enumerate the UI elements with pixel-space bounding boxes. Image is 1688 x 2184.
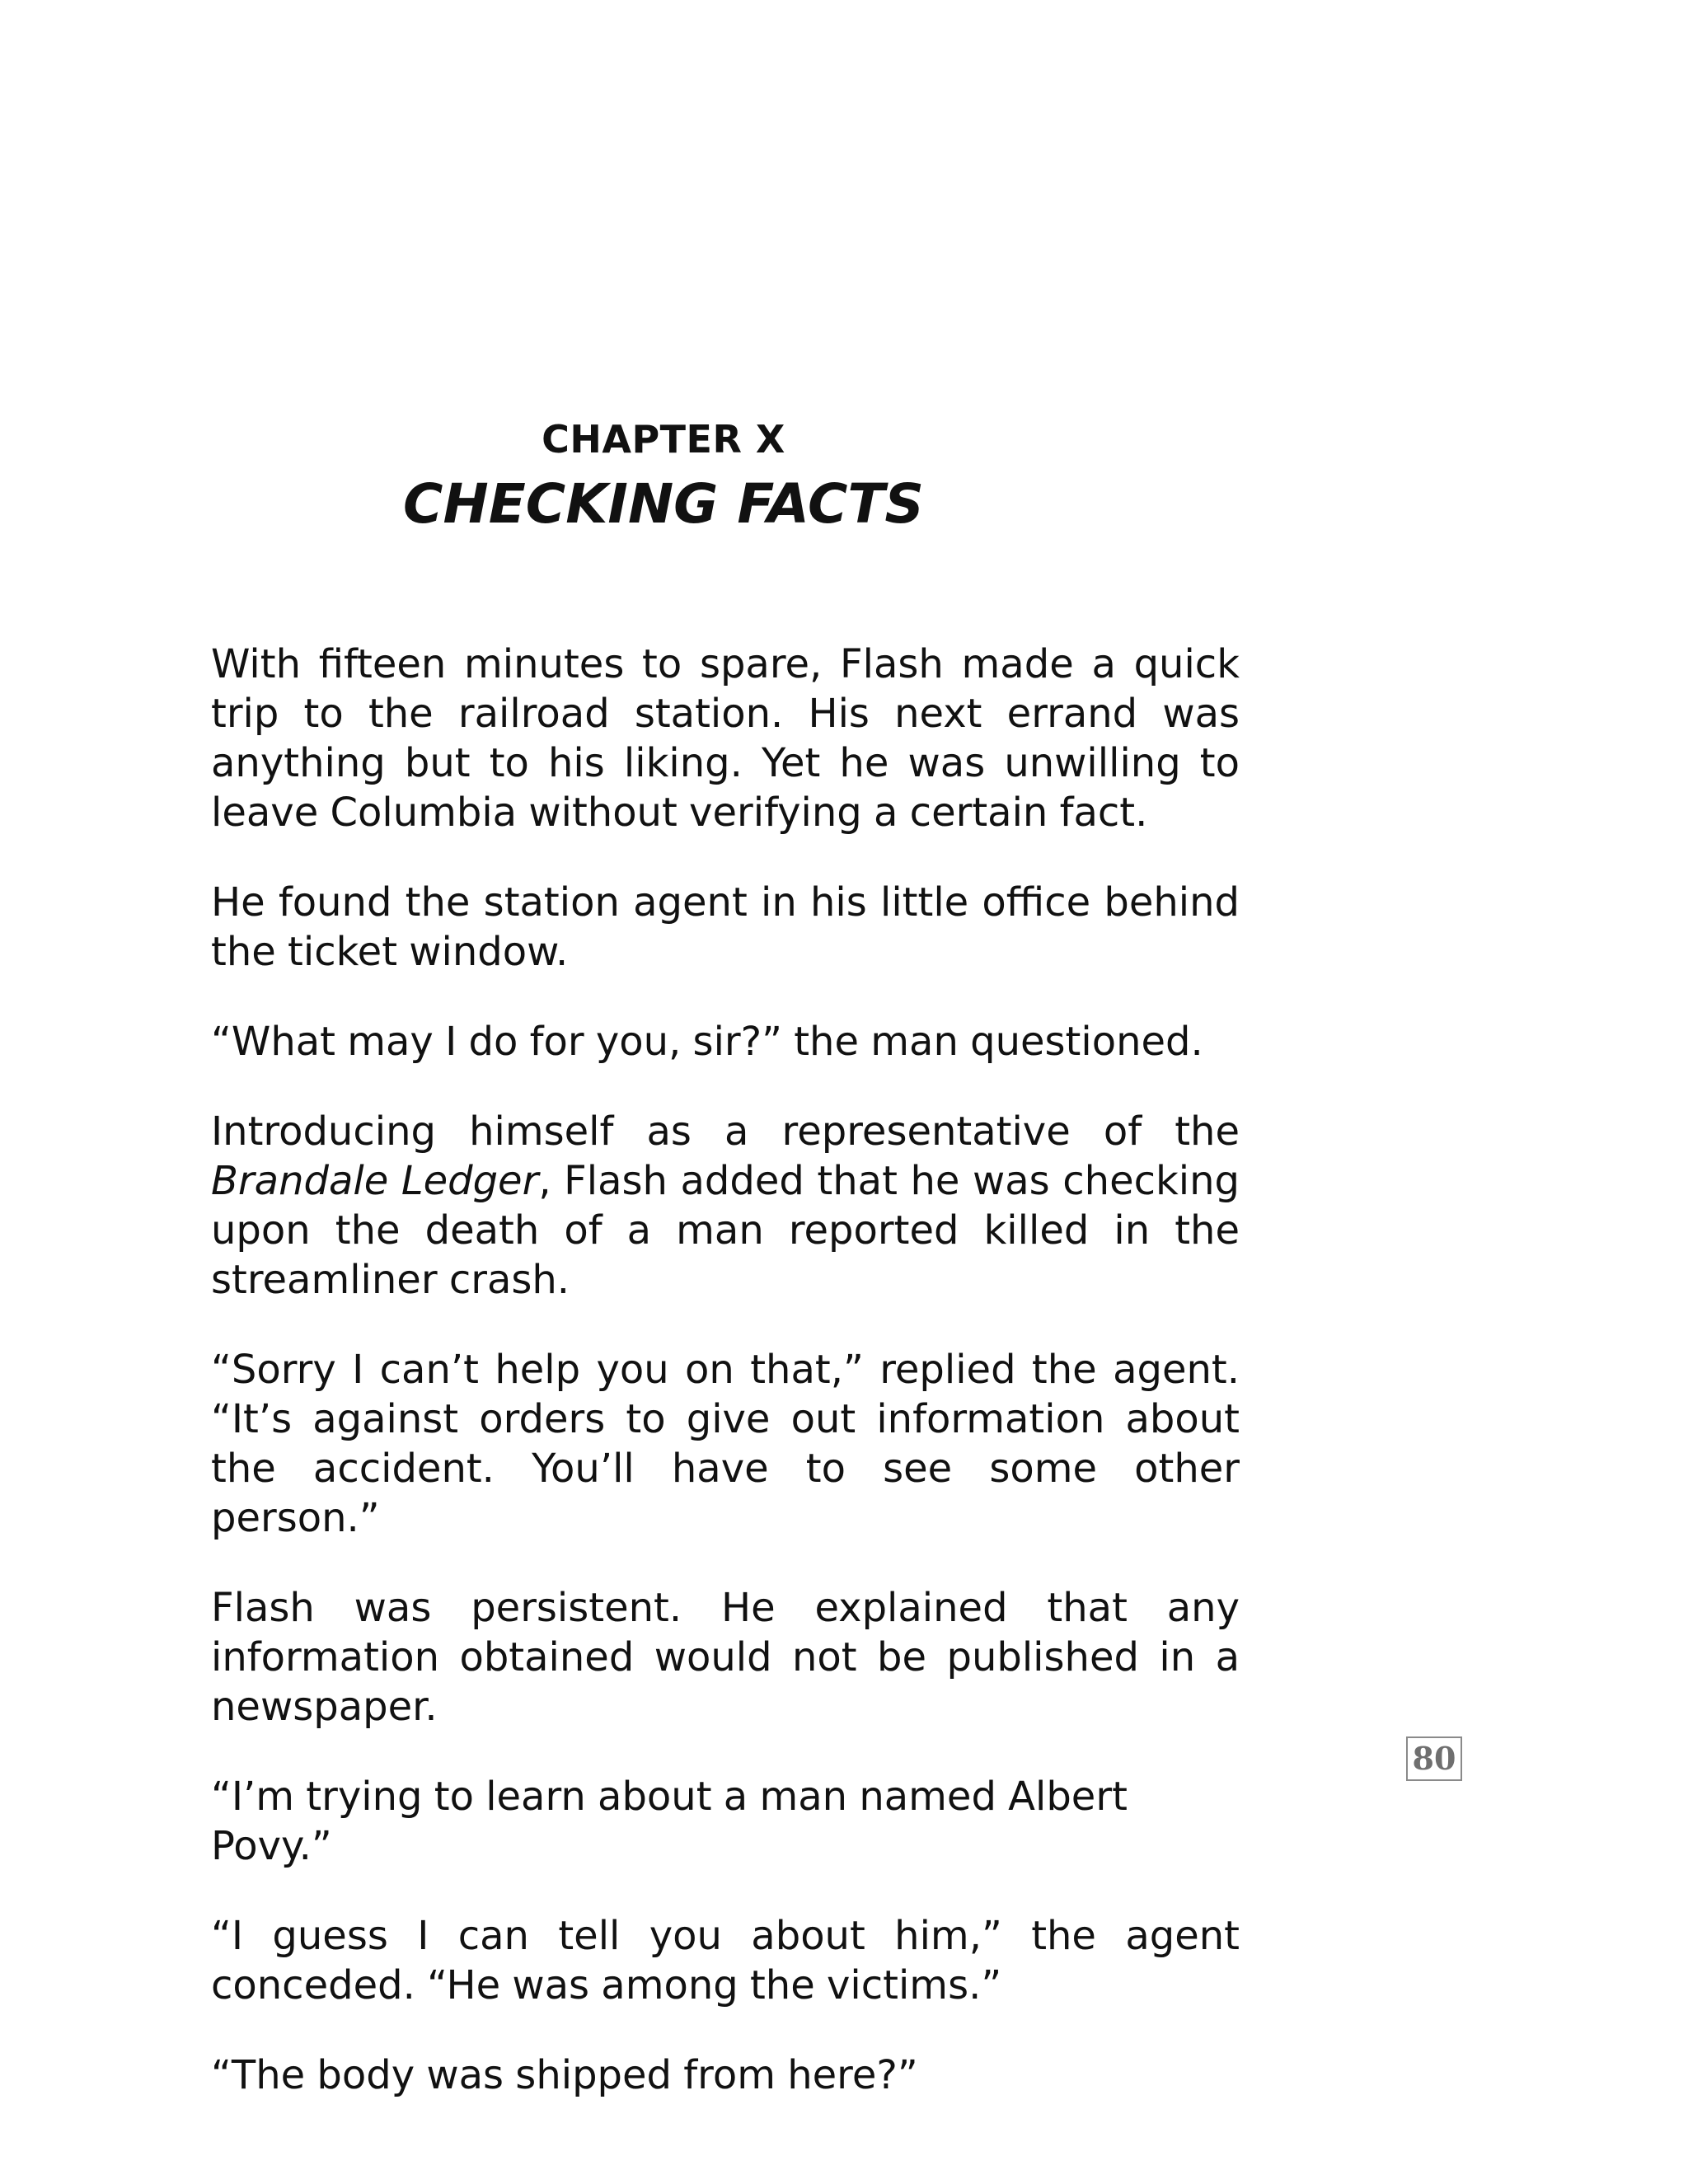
paragraph-4-text-before: Introducing himself as a representative of the — [211, 1108, 1240, 1155]
paragraph-2: He found the station agent in his little office behind the ticket window. — [211, 879, 1240, 975]
paragraph-3: “What may I do for you, sir?” the man questioned. — [211, 1019, 1203, 1065]
paragraph-6: Flash was persistent. He explained that any information obtained would not be published in a newspaper. — [211, 1585, 1240, 1730]
newspaper-name: Brandale Ledger — [211, 1158, 539, 1204]
paragraph-8: “I guess I can tell you about him,” the agent conceded. “He was among the victims.” — [211, 1913, 1240, 2008]
page-number-badge: 80 — [1406, 1736, 1462, 1781]
paragraph-7: “I’m trying to learn about a man named Albert Povy.” — [211, 1774, 1128, 1869]
paragraph-5: “Sorry I can’t help you on that,” replied the agent. “It’s against orders to give out information about the accident. You’ll have to see some other person.” — [211, 1347, 1240, 1541]
paragraph-1: With fifteen minutes to spare, Flash made a quick trip to the railroad station. His next errand was anything but to his liking. Yet he was unwilling to leave Columbia without verifying a certain fact. — [211, 641, 1240, 836]
chapter-title: CHECKING FACTS — [403, 472, 924, 536]
paragraph-4 — [211, 1107, 1240, 1305]
paragraph-4-text-after: , Flash added that he was checking upon the death of a man reported killed in the streamliner crash. — [211, 1158, 1240, 1303]
chapter-number: CHAPTER X — [542, 417, 785, 462]
paragraph-9: “The body was shipped from here?” — [211, 2052, 918, 2098]
chapter-body — [211, 640, 1240, 2140]
